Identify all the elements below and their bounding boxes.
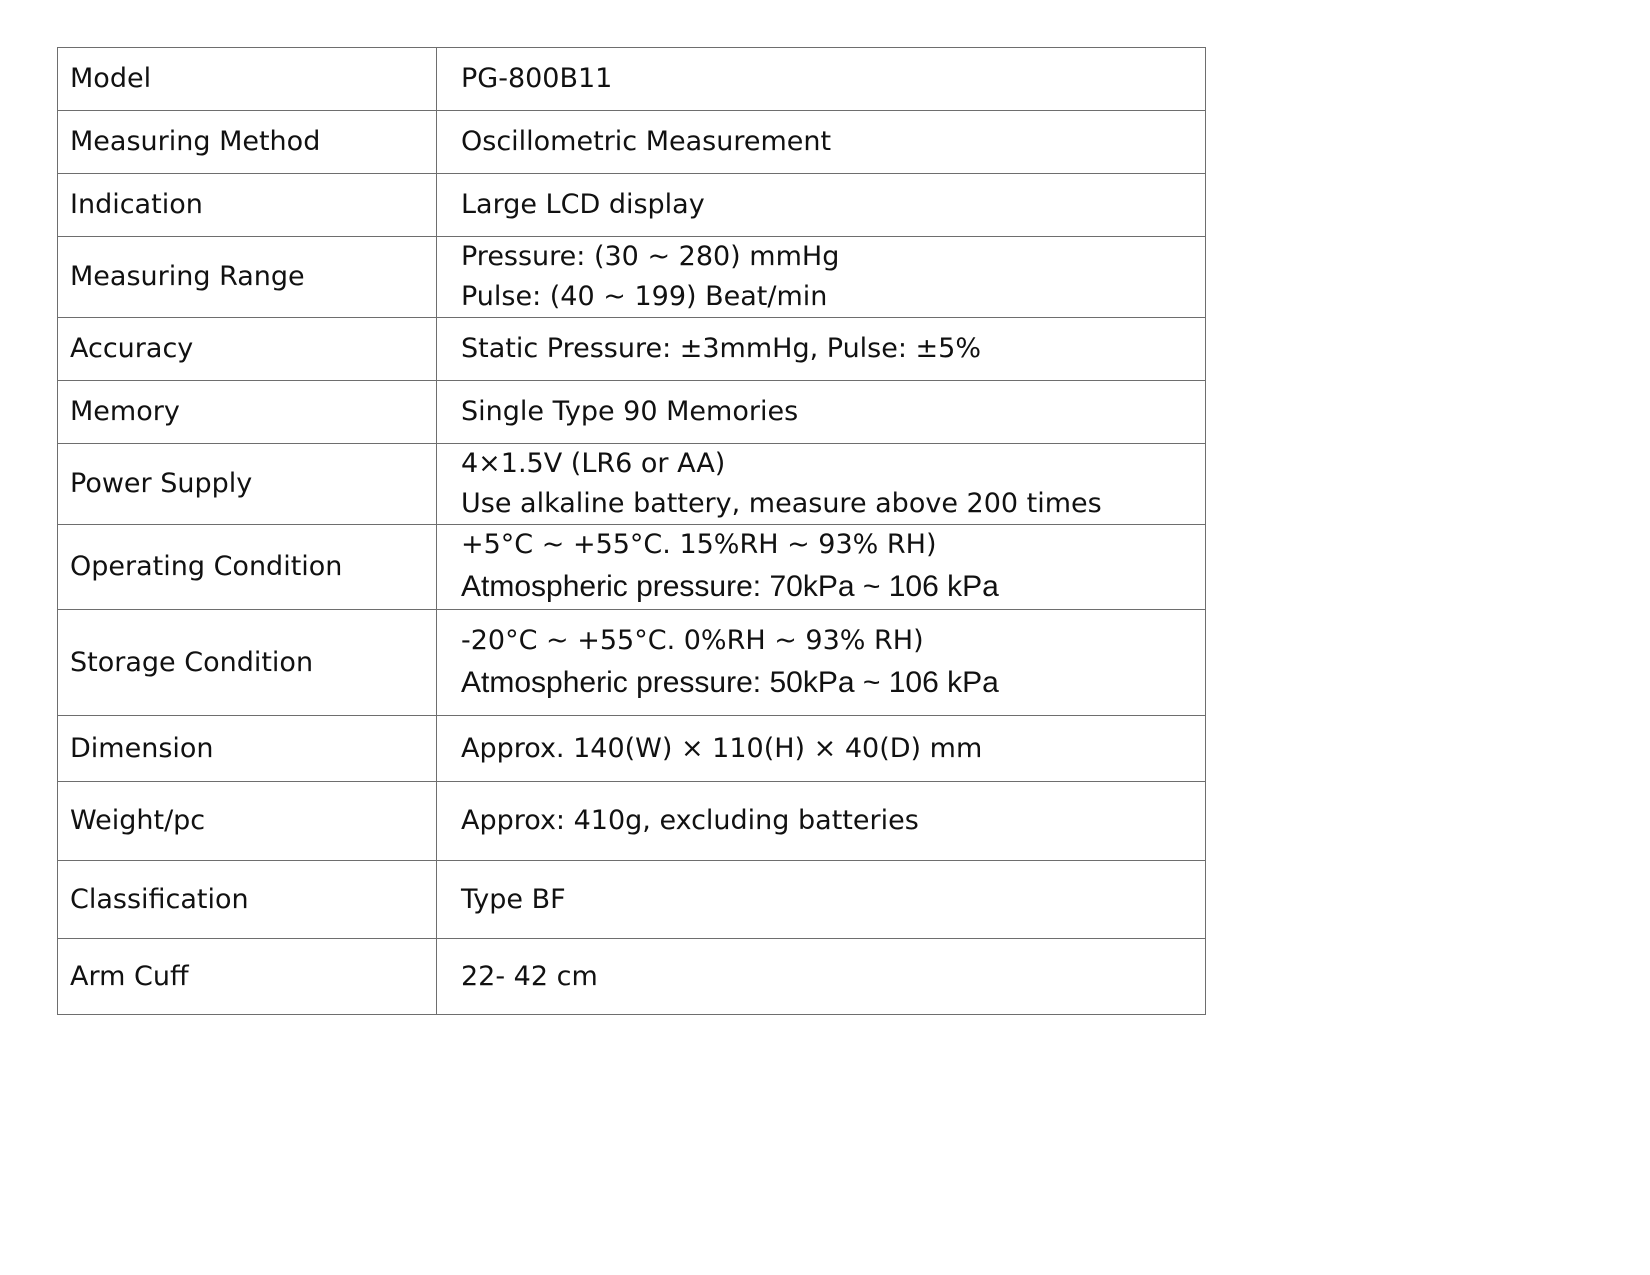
spec-value [437,111,1206,174]
spec-value [437,861,1206,939]
spec-value-line: Pulse: (40 ~ 199) Beat/min [461,281,828,312]
spec-value-line: Single Type 90 Memories [461,396,799,427]
spec-value-line: Oscillometric Measurement [461,126,832,157]
spec-label: Storage Condition [58,610,437,716]
spec-row [58,782,1206,861]
spec-row [58,444,1206,525]
spec-value-line: 4×1.5V (LR6 or AA) [461,448,726,479]
spec-row [58,318,1206,381]
spec-label: Dimension [58,716,437,782]
spec-value-line: PG-800B11 [461,63,613,94]
spec-row [58,525,1206,610]
spec-value [437,525,1206,610]
spec-table [57,47,1206,1015]
spec-row [58,237,1206,318]
spec-value [437,444,1206,525]
spec-label: Indication [58,174,437,237]
spec-row [58,48,1206,111]
spec-table-body [58,48,1206,1015]
spec-value [437,610,1206,716]
spec-row [58,111,1206,174]
spec-label: Power Supply [58,444,437,525]
spec-value-line: Type BF [461,883,566,915]
spec-row [58,939,1206,1015]
spec-row [58,174,1206,237]
spec-row [58,716,1206,782]
spec-label: Memory [58,381,437,444]
spec-row [58,610,1206,716]
spec-value [437,939,1206,1015]
spec-value [437,48,1206,111]
spec-label: Accuracy [58,318,437,381]
spec-label: Operating Condition [58,525,437,610]
spec-value-line: Atmospheric pressure: 50kPa ~ 106 kPa [461,665,999,699]
spec-value-line: +5°C ~ +55°C. 15%RH ~ 93% RH) [461,529,937,560]
spec-value-line: Approx. 140(W) × 110(H) × 40(D) mm [461,732,983,764]
spec-value-line: -20°C ~ +55°C. 0%RH ~ 93% RH) [461,624,924,656]
spec-value [437,381,1206,444]
spec-value-line: 22- 42 cm [461,960,598,992]
spec-value [437,782,1206,861]
spec-value [437,237,1206,318]
spec-value-line: Pressure: (30 ~ 280) mmHg [461,241,840,272]
spec-row [58,861,1206,939]
spec-row [58,381,1206,444]
spec-value [437,318,1206,381]
spec-value-line: Use alkaline battery, measure above 200 times [461,488,1102,519]
spec-label: Classification [58,861,437,939]
spec-value-line: Approx: 410g, excluding batteries [461,805,919,836]
spec-value [437,716,1206,782]
spec-label: Arm Cuff [58,939,437,1015]
spec-value-line: Large LCD display [461,189,705,220]
spec-value [437,174,1206,237]
spec-label: Measuring Range [58,237,437,318]
spec-value-line: Static Pressure: ±3mmHg, Pulse: ±5% [461,333,982,364]
spec-label: Weight/pc [58,782,437,861]
spec-label: Model [58,48,437,111]
spec-value-line: Atmospheric pressure: 70kPa ~ 106 kPa [461,570,999,603]
spec-label: Measuring Method [58,111,437,174]
